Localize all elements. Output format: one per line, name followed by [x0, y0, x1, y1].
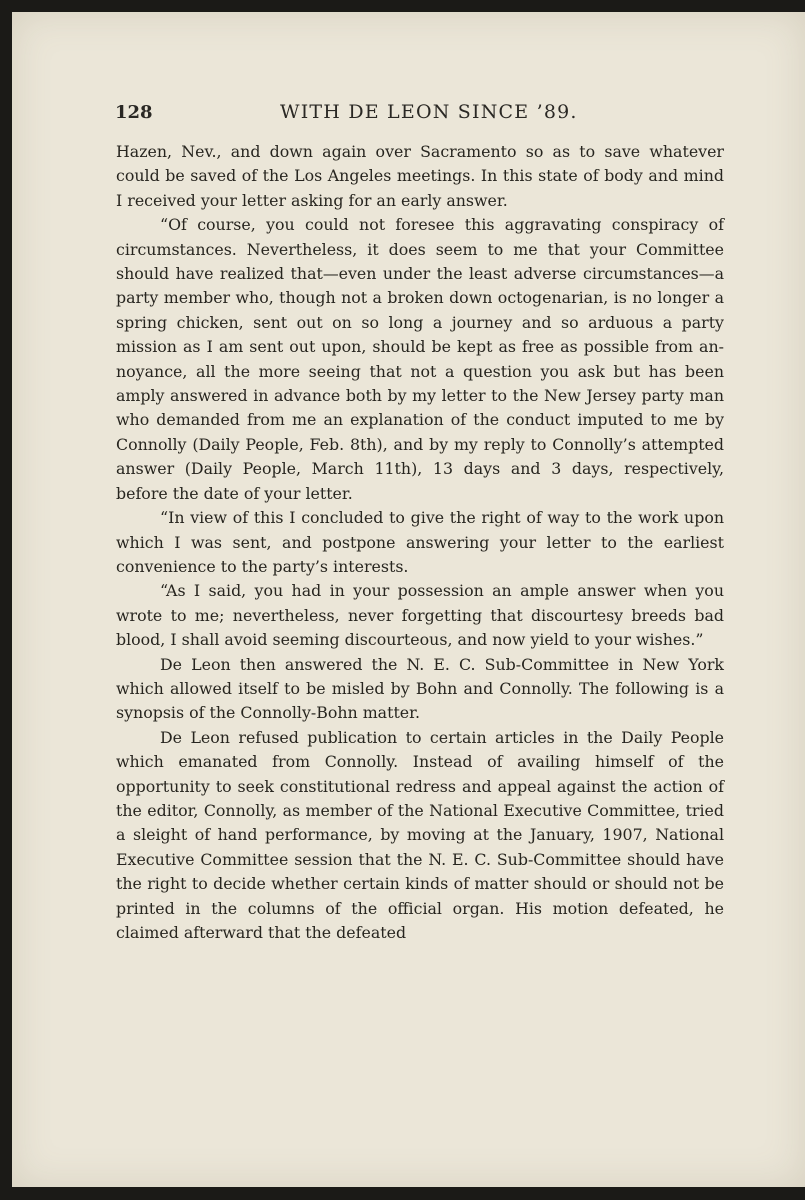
paragraph-continued: Hazen, Nev., and down again over Sacramento so as to save whatever could be saved of the Los Angeles meetings. In this state of body and mind I received your letter asking for an early answer. — [116, 142, 724, 210]
paragraph: De Leon refused publication to certain articles in the Daily People which emanated from Connolly. Instead of availing himself of the opportunity to seek constitutional redress and appeal against the action of the editor, Connolly, as member of the National Executive Committee, tried a sleight of hand performance, by moving at the January, 1907, National Executive Committee session that the N. E. C. Sub-Committee should have the right to decide whether certain kinds of matter should or should not be printed in the columns of the official organ. His motion defeated, he claimed afterward that the defeated — [116, 727, 724, 942]
paragraph: “As I said, you had in your possession an ample answer when you wrote to me; nevertheless, never forgetting that discourtesy breeds bad blood, I shall avoid seeming discourteous, and now yield to your wishes.” — [116, 581, 724, 650]
page-number: 128 — [115, 102, 153, 123]
running-title: WITH DE LEON SINCE ’89. — [280, 101, 578, 123]
paragraph: De Leon then answered the N. E. C. Sub-Committee in New York which allowed itself to be misled by Bohn and Connolly. The following is a synopsis of the Connolly-Bohn matter. — [116, 654, 724, 723]
page-header — [115, 98, 635, 128]
paragraph: “In view of this I concluded to give the right of way to the work upon which I was sent, and postpone answering your letter to the earliest convenience to the party’s interests. — [116, 508, 724, 576]
paragraph: “Of course, you could not foresee this aggravating conspiracy of circumstances. Nevertheless, it does seem to me that your Committee should have realized that—even under the least adverse circumstances—a party member who, though not a broken down octogenarian, is no longer a spring chicken, sent out on so long a journey and so arduous a party mission as I am sent out upon, should be kept as free as possible from annoyance, all the more seeing that not a question you ask but has been amply answered in advance both by my letter to the New Jersey party man who demanded from me an explanation of the conduct imputed to me by Connolly (Daily People, Feb. 8th), and by my reply to Connolly’s attempted answer (Daily People, March 11th), 13 days and 3 days, respectively, before the date of your letter. — [116, 215, 724, 503]
body-text — [116, 140, 724, 945]
